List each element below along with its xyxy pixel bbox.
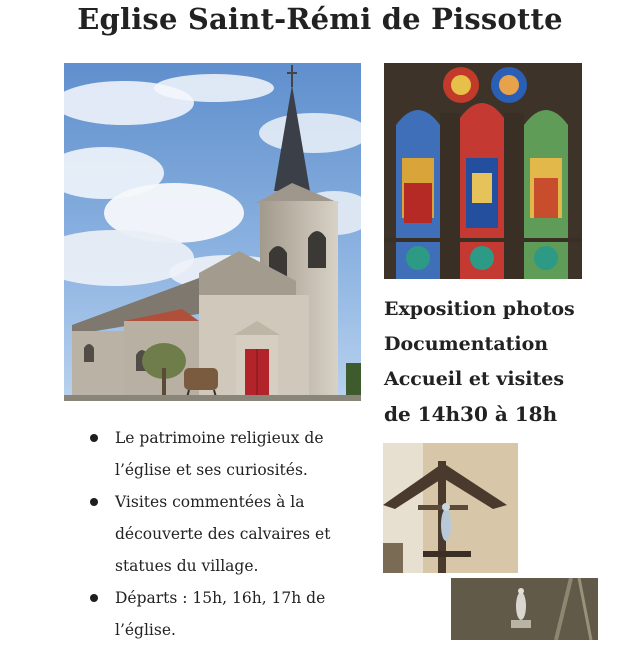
bullet-icon bbox=[90, 434, 98, 442]
church-exterior-illustration bbox=[64, 63, 361, 401]
info-visits: Accueil et visites bbox=[384, 368, 565, 390]
stained-glass-window-photo bbox=[384, 63, 582, 279]
stained-glass-illustration bbox=[384, 63, 582, 279]
page-title: Eglise Saint-Rémi de Pissotte bbox=[77, 2, 563, 36]
bullet-icon bbox=[90, 594, 98, 602]
info-hours: de 14h30 à 18h bbox=[384, 402, 558, 426]
info-exposition: Exposition photos bbox=[384, 298, 575, 320]
church-exterior-photo bbox=[64, 63, 361, 401]
list-item: Visites commentées à la découverte des calvaires et statues du village. bbox=[88, 486, 356, 582]
statue-garden-photo bbox=[451, 578, 598, 640]
bullet-icon bbox=[90, 498, 98, 506]
statue-illustration bbox=[451, 578, 598, 640]
calvary-illustration bbox=[383, 443, 518, 573]
calvary-shrine-photo bbox=[383, 443, 518, 573]
info-documentation: Documentation bbox=[384, 333, 549, 355]
bullet-list bbox=[88, 422, 356, 646]
list-item: Le patrimoine religieux de l’église et ses curiosités. bbox=[88, 422, 356, 486]
list-item: Départs : 15h, 16h, 17h de l’église. bbox=[88, 582, 356, 646]
